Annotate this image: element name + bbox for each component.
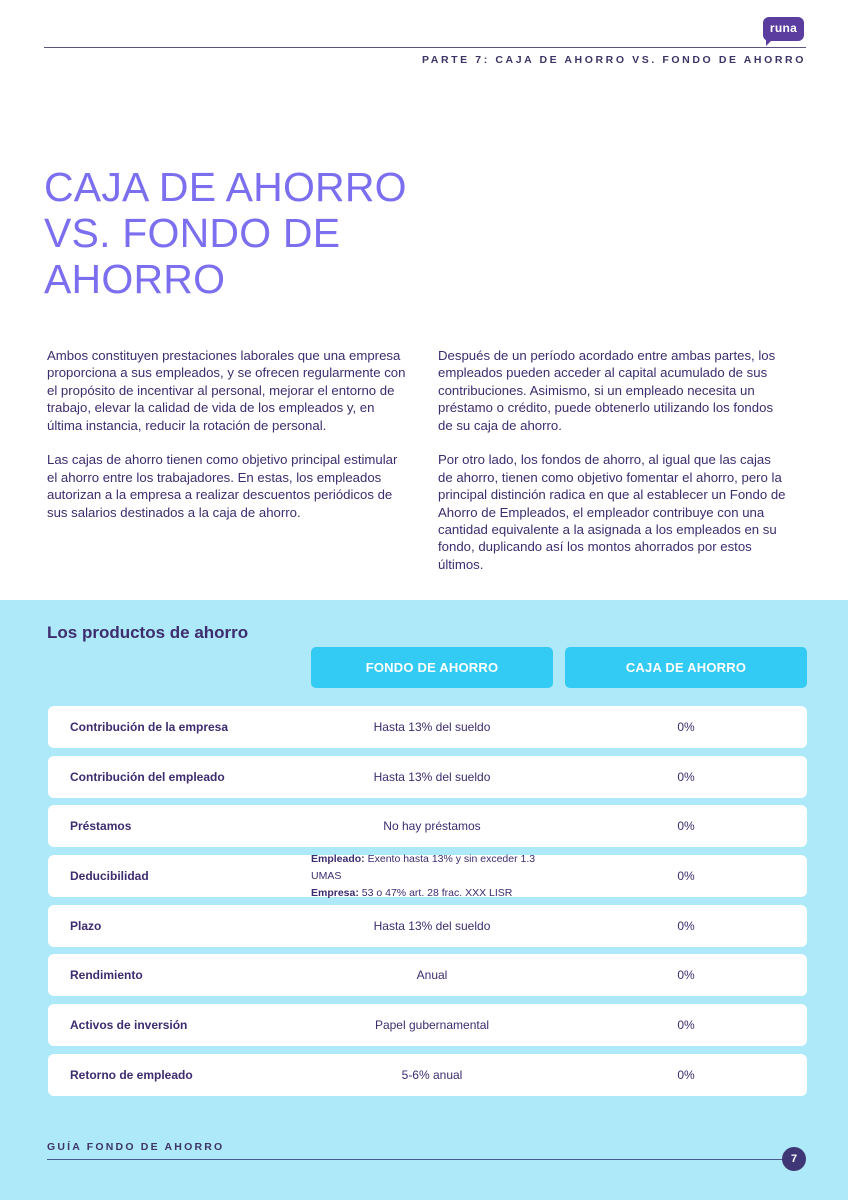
deducibility-line: [311, 853, 535, 882]
table-row: [48, 1054, 807, 1096]
row-label: Contribución del empleado: [70, 769, 225, 784]
deducibility-key: Empleado:: [311, 852, 365, 865]
runa-logo: runa: [763, 17, 804, 41]
table-row: [48, 905, 807, 947]
header-divider: [44, 47, 806, 48]
page-title-line: CAJA DE AHORRO: [44, 164, 407, 210]
table-row: [48, 756, 807, 798]
row-label: Rendimiento: [70, 968, 143, 983]
deducibility-value: Exento hasta 13% y sin exceder 1.3 UMAS: [311, 852, 536, 882]
cell-caja: 0%: [677, 819, 695, 834]
body-column-right: [438, 347, 788, 591]
cell-caja: 0%: [677, 720, 695, 734]
page-title: [44, 164, 464, 302]
row-label: Activos de inversión: [70, 1018, 188, 1033]
row-label: Deducibilidad: [70, 869, 149, 884]
cell-fondo: Papel gubernamental: [374, 1018, 490, 1033]
cell-caja: 0%: [677, 918, 695, 933]
table-row: [48, 805, 807, 847]
paragraph: Las cajas de ahorro tienen como objetivo principal estimular el ahorro entre los trabajadores. En estas, los empleados autorizan a la empresa a realizar descuentos periódicos de sus salarios destinados a la caja de ahorro.: [47, 452, 398, 520]
paragraph: Después de un período acordado entre ambas partes, los empleados pueden acceder al capital acumulado de sus contribuciones. Asimismo, si un empleado necesita un préstamo o crédito, puede obtenerlo utilizando los fondos de su caja de ahorro.: [438, 348, 776, 433]
table-row: [48, 1004, 807, 1046]
deducibility-key: Empresa:: [311, 886, 359, 899]
row-label: Préstamos: [70, 819, 132, 834]
column-header-fondo: FONDO DE AHORRO: [311, 647, 553, 688]
table-row: [48, 852, 807, 899]
column-header-caja: CAJA DE AHORRO: [565, 647, 807, 688]
cell-fondo: Hasta 13% del sueldo: [373, 918, 491, 933]
table-row: [48, 954, 807, 996]
table-row: [48, 706, 807, 748]
cell-caja: 0%: [677, 769, 695, 784]
section-breadcrumb: PARTE 7: CAJA DE AHORRO VS. FONDO DE AHORRO: [421, 54, 806, 66]
paragraph: Ambos constituyen prestaciones laborales que una empresa proporciona a sus empleados, y se ofrecen regularmente con el propósito de incentivar al personal, mejorar el entorno de trabajo, elevar la calidad de vida de los empleados y, en última instancia, reducir la rotación de personal.: [47, 348, 406, 433]
comparison-table: [48, 706, 807, 1104]
footer-divider: [47, 1159, 783, 1160]
cell-caja: 0%: [677, 1018, 695, 1033]
page-title-line: AHORRO: [44, 256, 226, 302]
cell-caja: 0%: [677, 869, 695, 884]
body-column-left: [47, 347, 407, 538]
deducibility-line: [311, 887, 512, 899]
cell-fondo: Hasta 13% del sueldo: [373, 769, 491, 784]
cell-fondo: Hasta 13% del sueldo: [373, 720, 491, 734]
page-title-line: VS. FONDO DE: [44, 210, 341, 256]
cell-fondo: 5-6% anual: [401, 1067, 463, 1082]
cell-caja: 0%: [677, 1067, 695, 1082]
cell-caja: 0%: [677, 968, 695, 983]
cell-fondo: No hay préstamos: [383, 819, 481, 834]
page-number-badge: 7: [782, 1147, 806, 1171]
comparison-title: Los productos de ahorro: [47, 623, 249, 642]
deducibility-value: 53 o 47% art. 28 frac. XXX LISR: [358, 886, 513, 899]
cell-fondo: [311, 851, 553, 902]
row-label: Plazo: [70, 918, 102, 933]
cell-fondo: Anual: [416, 968, 448, 983]
footer-guide-title: GUÍA FONDO DE AHORRO: [47, 1141, 225, 1153]
row-label: Contribución de la empresa: [70, 720, 229, 734]
row-label: Retorno de empleado: [70, 1067, 193, 1082]
paragraph: Por otro lado, los fondos de ahorro, al igual que las cajas de ahorro, tienen como objetivo fomentar el ahorro, pero la principal distinción radica en que al establecer un Fondo de Ahorro de Empleados, el empleador contribuye con una cantidad equivalente a la asignada a los empleados en su fondo, duplicando así los montos ahorrados por estos últimos.: [438, 452, 786, 572]
